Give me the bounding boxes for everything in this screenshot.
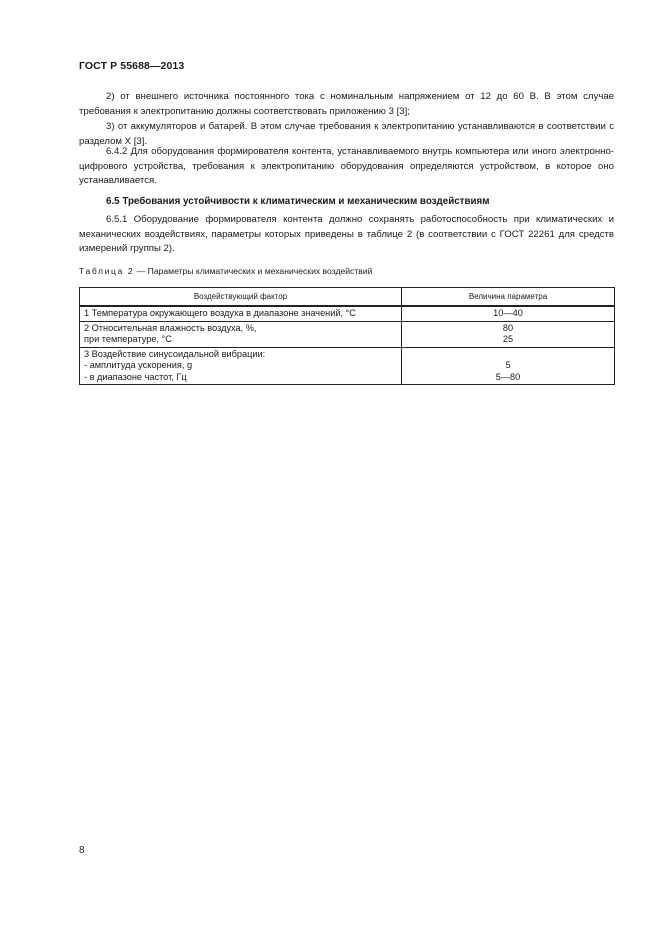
- table-cell-factor: 1 Температура окружающего воздуха в диапазоне значений, °С: [80, 306, 402, 321]
- parameters-table: [79, 287, 615, 385]
- section-heading-6-5: 6.5 Требования устойчивости к климатическим и механическим воздействиям: [106, 196, 490, 207]
- column-header-factor: Воздействующий фактор: [80, 288, 402, 307]
- paragraph-6-4-2: [79, 145, 614, 189]
- table-header-row: [80, 288, 615, 307]
- table-cell-value: 80 25: [402, 321, 615, 347]
- paragraph-text: 6.5.1 Оборудование формирователя контента должно сохранять работоспособность при климатических и механических воздействиях, параметры которых приведены в таблице 2 (в соответствии с ГОСТ 22261 для средств измерений группы 2).: [79, 214, 614, 254]
- paragraph-text: 2) от внешнего источника постоянного тока с номинальным напряжением от 12 до 60 В. В этом случае требования к электропитанию должны соответствовать приложению 3 [3];: [79, 91, 614, 117]
- table-cell-value: 5 5—80: [402, 347, 615, 385]
- table-row: [80, 321, 615, 347]
- table-caption-dash: —: [134, 266, 148, 276]
- table-caption-text: Параметры климатических и механических воздействий: [147, 266, 373, 276]
- table-caption: [79, 266, 372, 276]
- document-code-header: ГОСТ Р 55688—2013: [79, 60, 185, 72]
- table-cell-value: 10—40: [402, 306, 615, 321]
- paragraph-6-5-1: [79, 213, 614, 257]
- paragraph-text: 3) от аккумуляторов и батарей. В этом случае требования к электропитанию устанавливаются в соответствии с разделом X [3].: [79, 121, 614, 147]
- column-header-value: Величина параметра: [402, 288, 615, 307]
- table-cell-factor: 2 Относительная влажность воздуха, %, при температуре, °С: [80, 321, 402, 347]
- table-row: [80, 306, 615, 321]
- paragraph-dc-source: [79, 90, 614, 119]
- paragraph-text: 6.4.2 Для оборудования формирователя контента, устанавливаемого внутрь компьютера или иного электронно-цифрового устройства, требования к электропитанию оборудования определяются устройством, в которое оно устанавливается.: [79, 146, 614, 186]
- page-number: 8: [79, 845, 85, 856]
- table-row: [80, 347, 615, 385]
- table-caption-label: Таблица 2: [79, 266, 135, 276]
- table-cell-factor: 3 Воздействие синусоидальной вибрации: - амплитуда ускорения, g - в диапазоне частот, Гц: [80, 347, 402, 385]
